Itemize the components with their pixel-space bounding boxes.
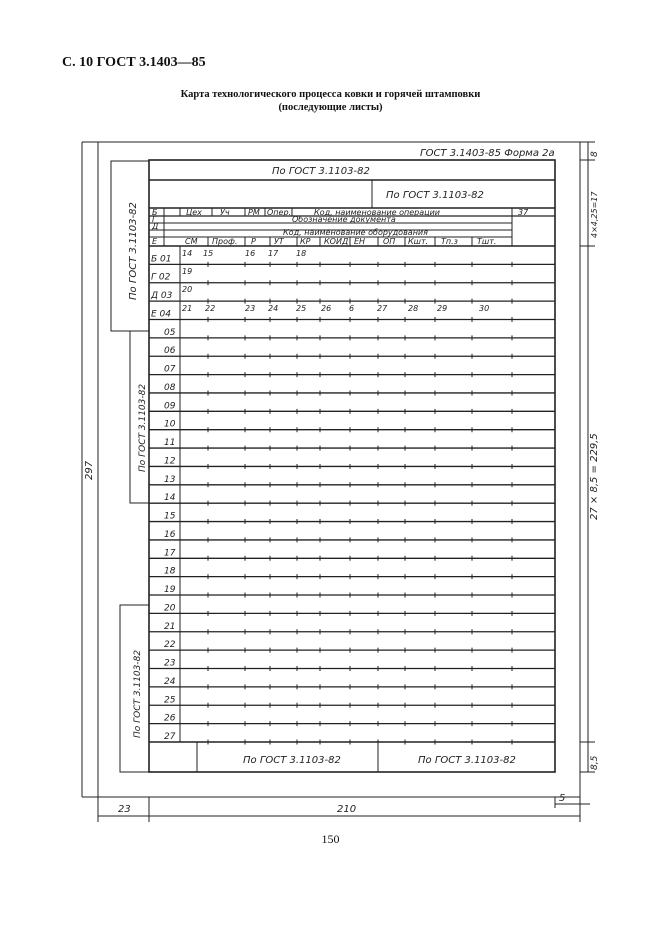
hdr-e-cell: КР — [300, 237, 311, 246]
hdr-doc: Обозначение документа — [292, 215, 396, 224]
row-label: 10 — [164, 419, 176, 430]
ref-bottom-1: По ГОСТ 3.1103-82 — [243, 755, 341, 766]
dim-8: 8 — [590, 151, 600, 157]
row-label: 12 — [164, 456, 176, 467]
cell-num: 18 — [296, 249, 307, 258]
row-label: 05 — [164, 327, 176, 338]
hdr-37: 37 — [518, 208, 529, 217]
cell-num: 30 — [479, 304, 490, 313]
side-ref-mid: По ГОСТ 3.1103-82 — [138, 383, 148, 472]
row-label: 13 — [164, 474, 176, 485]
dim-23: 23 — [118, 804, 131, 815]
ref-top-1: По ГОСТ 3.1103-82 — [272, 166, 370, 177]
dim-rows-main: 27 × 8,5 = 229,5 — [589, 433, 600, 520]
row-letter-b: Б — [152, 208, 158, 217]
row-label: Г 02 — [151, 272, 171, 283]
cell-num: 25 — [296, 304, 307, 313]
row-label: Е 04 — [151, 309, 171, 320]
row-label: 23 — [164, 658, 176, 669]
row-label: 14 — [164, 493, 176, 504]
hdr-e-cell: Проф. — [212, 237, 238, 246]
cell-num: 17 — [268, 249, 279, 258]
cell-num: 16 — [245, 249, 256, 258]
form-label: ГОСТ 3.1403-85 Форма 2а — [420, 148, 555, 159]
hdr-oper: Опер. — [267, 208, 292, 217]
row-label: 24 — [164, 676, 176, 687]
row-label: 06 — [164, 346, 176, 357]
row-label: 18 — [164, 566, 176, 577]
row-label: 26 — [164, 713, 176, 724]
dim-rows-top: 4×4,25=17 — [590, 191, 599, 238]
cell-num: 6 — [349, 304, 355, 313]
row-label: 15 — [164, 511, 176, 522]
row-label: 11 — [164, 438, 176, 449]
cell-num: 19 — [182, 267, 193, 276]
cell-num: 21 — [182, 304, 193, 313]
row-letter-e: Е — [152, 237, 158, 246]
hdr-e-cell: Тшт. — [477, 237, 497, 246]
dim-297: 297 — [84, 460, 95, 480]
cell-num: 22 — [205, 304, 216, 313]
doc-title: Карта технологического процесса ковки и горячей штамповки — [180, 89, 481, 100]
hdr-e-cell: ЕН — [354, 237, 366, 246]
dim-5: 5 — [559, 793, 566, 804]
cell-num: 24 — [268, 304, 279, 313]
page-number: 150 — [321, 832, 340, 846]
hdr-e-cell: Р — [251, 237, 256, 246]
cell-num: 27 — [377, 304, 388, 313]
page-header: С. 10 ГОСТ 3.1403—85 — [62, 55, 206, 70]
row-label: 16 — [164, 529, 176, 540]
hdr-rm: РМ — [248, 208, 260, 217]
row-letter-d: Д — [152, 222, 159, 231]
row-label: Д 03 — [151, 291, 173, 302]
row-label: 19 — [164, 585, 176, 596]
cell-num: 14 — [182, 249, 193, 258]
hdr-uch: Уч — [220, 208, 230, 217]
row-label: 27 — [164, 731, 176, 742]
hdr-e-cell: ОП — [383, 237, 396, 246]
hdr-ceh: Цех — [186, 208, 202, 217]
cell-num: 15 — [203, 249, 214, 258]
side-ref-bottom: По ГОСТ 3.1103-82 — [133, 649, 143, 738]
row-label: 22 — [164, 640, 176, 651]
row-label: 17 — [164, 548, 176, 559]
hdr-e-cell: УТ — [274, 237, 284, 246]
side-ref-top: По ГОСТ 3.1103-82 — [128, 202, 139, 300]
cell-num: 20 — [182, 285, 193, 294]
cell-num: 28 — [408, 304, 419, 313]
cell-num: 26 — [321, 304, 332, 313]
cell-num: 29 — [437, 304, 448, 313]
hdr-e-cell: Тп.з — [441, 237, 458, 246]
row-letter-g: Г — [152, 215, 157, 224]
hdr-e-cell: СМ — [185, 237, 198, 246]
row-label: 09 — [164, 401, 176, 412]
cell-num: 23 — [245, 304, 256, 313]
dim-8-5: 8,5 — [590, 755, 600, 770]
row-label: 21 — [164, 621, 176, 632]
dim-210: 210 — [337, 804, 357, 815]
row-label: 20 — [164, 603, 176, 614]
hdr-e-cell: Кшт. — [408, 237, 429, 246]
hdr-e-cell: КОИД — [324, 237, 349, 246]
row-label: 25 — [164, 695, 176, 706]
row-label: 07 — [164, 364, 176, 375]
ref-bottom-2: По ГОСТ 3.1103-82 — [418, 755, 516, 766]
ref-top-2: По ГОСТ 3.1103-82 — [386, 190, 484, 201]
doc-subtitle: (последующие листы) — [278, 102, 383, 113]
row-label: Б 01 — [151, 254, 172, 265]
hdr-operation-name: Код, наименование операции — [314, 208, 440, 217]
row-label: 08 — [164, 382, 176, 393]
hdr-equipment: Код, наименование оборудования — [283, 228, 428, 237]
